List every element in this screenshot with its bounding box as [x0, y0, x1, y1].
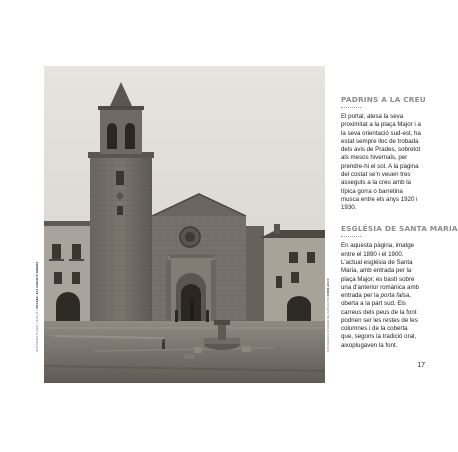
book-series-credit [36, 262, 40, 352]
section1-text: El portal, atesa la seva proximitat a la plaça Major i a la seva orientació sud-est, ha estat sempre lloc de trobada dels avis de Prades, sobretot als mesos hivernals, per prendre-hi el sol. A la pàgina del costat se'n veuen tres asseguts a la creu amb la típica gorra o barretina musca entre els anys 1920 i 1930. [341, 113, 421, 212]
section2-rule [341, 236, 361, 237]
photo-credit-bold: FONS AFOC [327, 278, 330, 296]
book-series-credit-light: HISTÒRIES D'AQUÍ I D'ALLÀ I [36, 309, 39, 352]
section2-text-italic: porta falsa [380, 292, 410, 300]
section2 [341, 224, 458, 350]
section2-text [341, 242, 421, 350]
church-photograph [44, 66, 325, 383]
section2-text-before: En aquesta pàgina, imatge entre el 1890 i el 1900. L'actual església de Santa Maria, amb entrada per la plaça Major, es bastí sobre una d'anterior romànica amb entrada per la [341, 242, 419, 300]
caption-column [341, 95, 458, 350]
church-photograph-svg [44, 66, 325, 383]
section1-heading: PADRINS A LA CREU [341, 95, 426, 104]
right-houses [246, 224, 325, 321]
page-number: 17 [417, 362, 425, 369]
section1-rule [341, 107, 361, 108]
photo-credit-light: FOTOGRAFIA D'ARXIU DE CATALUNYA [327, 296, 330, 352]
photo-credit [327, 278, 331, 352]
church-facade [152, 194, 246, 321]
section2-heading: ESGLÉSIA DE SANTA MARIA [341, 224, 458, 234]
plaza [44, 321, 325, 383]
section2-text-after: , oberta a la part sud. Els carreus dels peus de la font podrien ser les restes de les columnes i de la coberta que, segons la tradició oral, aixoplugaven la font. [341, 292, 418, 349]
book-series-credit-bold: PRADES. ELS DIMARTS RIBERS [36, 261, 39, 309]
left-house [44, 221, 90, 321]
